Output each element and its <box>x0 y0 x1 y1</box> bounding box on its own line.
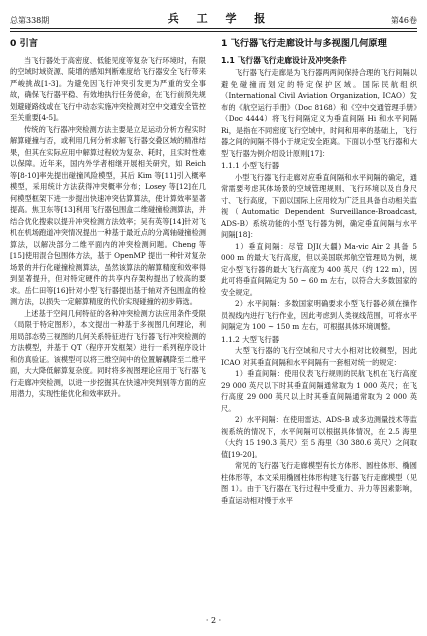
volume-number: 第46卷 <box>390 16 417 25</box>
list-item-small-horizontal: 2）水平间隔：多数国家明确要求小型飞行器必须在操作员视线内进行飞行作业，因此考虑到人类视线范围，可将水平间隔定为 100 ~ 150 m 左右，可根据具体环境调整。 <box>221 299 417 331</box>
paragraph-1-1-1-intro: 小型飞行器飞行走廊对应垂直间隔和水平间隔的确定，通常需要考虑其体场景的空域管理规则、飞行环境以及自身尺寸、飞行高度，下面以国际上应用较为广泛且具备自动相关监视（Automatic Dependent Surveillance-Broadcast, ADS-B）系统功能的小型飞行器为例，确定垂直间隔与水平间隔[18]： <box>221 172 417 239</box>
subsubsection-title-1-1-1: 1.1.1 小型飞行器 <box>221 161 280 170</box>
running-header <box>10 8 417 29</box>
page-number: · 2 · <box>205 616 222 625</box>
list-item-large-vertical: 1）垂直间隔：使用仪表飞行规则的民航飞机在飞行高度 29 000 英尺以下时其垂直间隔通常取为 1 000 英尺；在飞行高度 29 000 英尺以上时其垂直间隔通常取为 2 000 英尺。 <box>221 369 417 413</box>
paragraph-corridor-model: 常见的飞行器飞行走廊模型有长方体形、圆柱体形、椭圆柱体形等，本文采用椭圆柱体形构建飞行器飞行走廊模型（见图 1）。由于飞行器在飞行过程中受重力、升力等因素影响，垂直运动相对慢于水平 <box>221 461 417 505</box>
journal-title: 兵 工 学 报 <box>167 12 273 25</box>
intro-paragraph-2: 传统的飞行器冲突检测方法主要是立足运动分析方程实时解算碰撞与否，或利用几何分析求解飞行器交叠区域的精准结果，但其在实际应用中解算过程较为复杂、耗时，且实时性难以保障。近年来，国内外学者相继开展相关研究，如 Reich 等[8-10]率先提出碰撞风险模型，其后 Kim 等[11]引入概率模型，采用统计方法获得冲突概率分布；Losey 等[12]在几何模型框架下进一步提出快速冲突估算算法，使计算效率显著提高。焦卫东等[13]利用飞行器包围盒二维碰撞检测算法，并结合优化搜索以提升冲突检测方法效率；吴有英等[14]针对飞机在机场跑道冲突情况提出一种基于最近点的分离轴碰撞检测算法，以解决部分二维平面内的冲突检测问题。Cheng 等[15]使用混合包围体方法，基于 OpenMP 提出一种针对复杂场景的并行化碰撞检测算法，虽然该算法的解算精度和效率得到显著提升，但对特定硬件的共享内存架构提出了较高的要求。岳仁田等[16]针对小型飞行器提出基于轴对齐包围盒的检测方法，以损失一定解算精度的代价实现碰撞的初步筛选。 <box>10 124 206 306</box>
left-column <box>10 38 206 400</box>
paragraph-1-1: 飞行器飞行走廊是为飞行器两两间保持合理的飞行间隔以避免碰撞而划定的特定保护区域。国际民航组织（International Civil Aviation Organization, ICAO）发布的《航空运行手册》（Doc 8168）和《空中交通管理手册》（Doc 4444）将飞行间隔定义为垂直间隔 Hi 和水平间隔 Ri，是指在不同密度飞行空域中，时间和用率的基础上，飞行器之间的间隔不得小于规定安全距离。下面以小型飞行器和大型飞行器为例介绍设计原则[17]： <box>221 68 417 158</box>
paragraph-1-1-2-intro: 大型飞行器的飞行空域和尺寸大小相对比较稠型，因此 ICAO 对其垂直间隔和水平间隔有一套相对统一的规定： <box>221 346 417 367</box>
list-item-small-vertical: 1）垂直间隔：尽管 DJI(大疆) Ma-vic Air 2 具备 5 000 m 的最大飞行高度，但以美国联邦航空管理局为例，规定小型飞行器的最大飞行高度为 400 英尺（约 122 m），因此可将垂直间隔定为 50 ~ 60 m 左右，以符合大多数国家的安全规定。 <box>221 241 417 297</box>
section-title-1: 1 飞行器飞行走廊设计与多视图几何原理 <box>221 38 387 49</box>
issue-number: 总第338期 <box>10 16 50 25</box>
intro-paragraph-3: 上述基于空间几何特征的各种冲突检测方法应用条件受限（局限于特定图形），本文提出一种基于多视图几何理论，利用局部态势三视图的几何关系特征进行飞行器飞行冲突检测的方法模型，并基于 QT（程序开发框架）进行一系列程序设计和仿真验证。该模型可以将三维空间中的位置解耦降至二维平面，大大降低解算复杂度。同时将多视图理论应用于飞行器飞行走廊冲突检测，以进一步挖掘其在快速冲突判别等方面的应用潜力，实现性能优化和效率跃升。 <box>10 308 206 398</box>
intro-paragraph-1: 当飞行器处于高密度、低能见度等复杂飞行环境时，有限的空域时域资源、陡增的感知判断难度给飞行器安全飞行带来严峻挑战[1-3]。为避免因飞行冲突引发更为严重的安全事故，确保飞行器平稳、有效地执行任务使命，在飞行前预先规划避碰路线或在飞行中动态实施冲突检测对空中交通安全管控至关重要[4-5]。 <box>10 55 206 122</box>
subsubsection-title-1-1-2: 1.1.2 大型飞行器 <box>221 334 280 344</box>
right-column <box>221 38 417 506</box>
subsection-title-1-1: 1.1 飞行器飞行走廊设计及冲突条件 <box>221 55 347 65</box>
section-title-introduction: 0 引言 <box>10 38 38 49</box>
list-item-large-horizontal: 2）水平间隔：在使用雷达、ADS-B 或多边测量技术等监视系统的情况下，水平间隔可以根据具体情况，在 2.5 海里（大约 15 190.3 英尺）至 5 海里（30 380.6 英尺）之间取值[19-20]。 <box>221 415 417 459</box>
